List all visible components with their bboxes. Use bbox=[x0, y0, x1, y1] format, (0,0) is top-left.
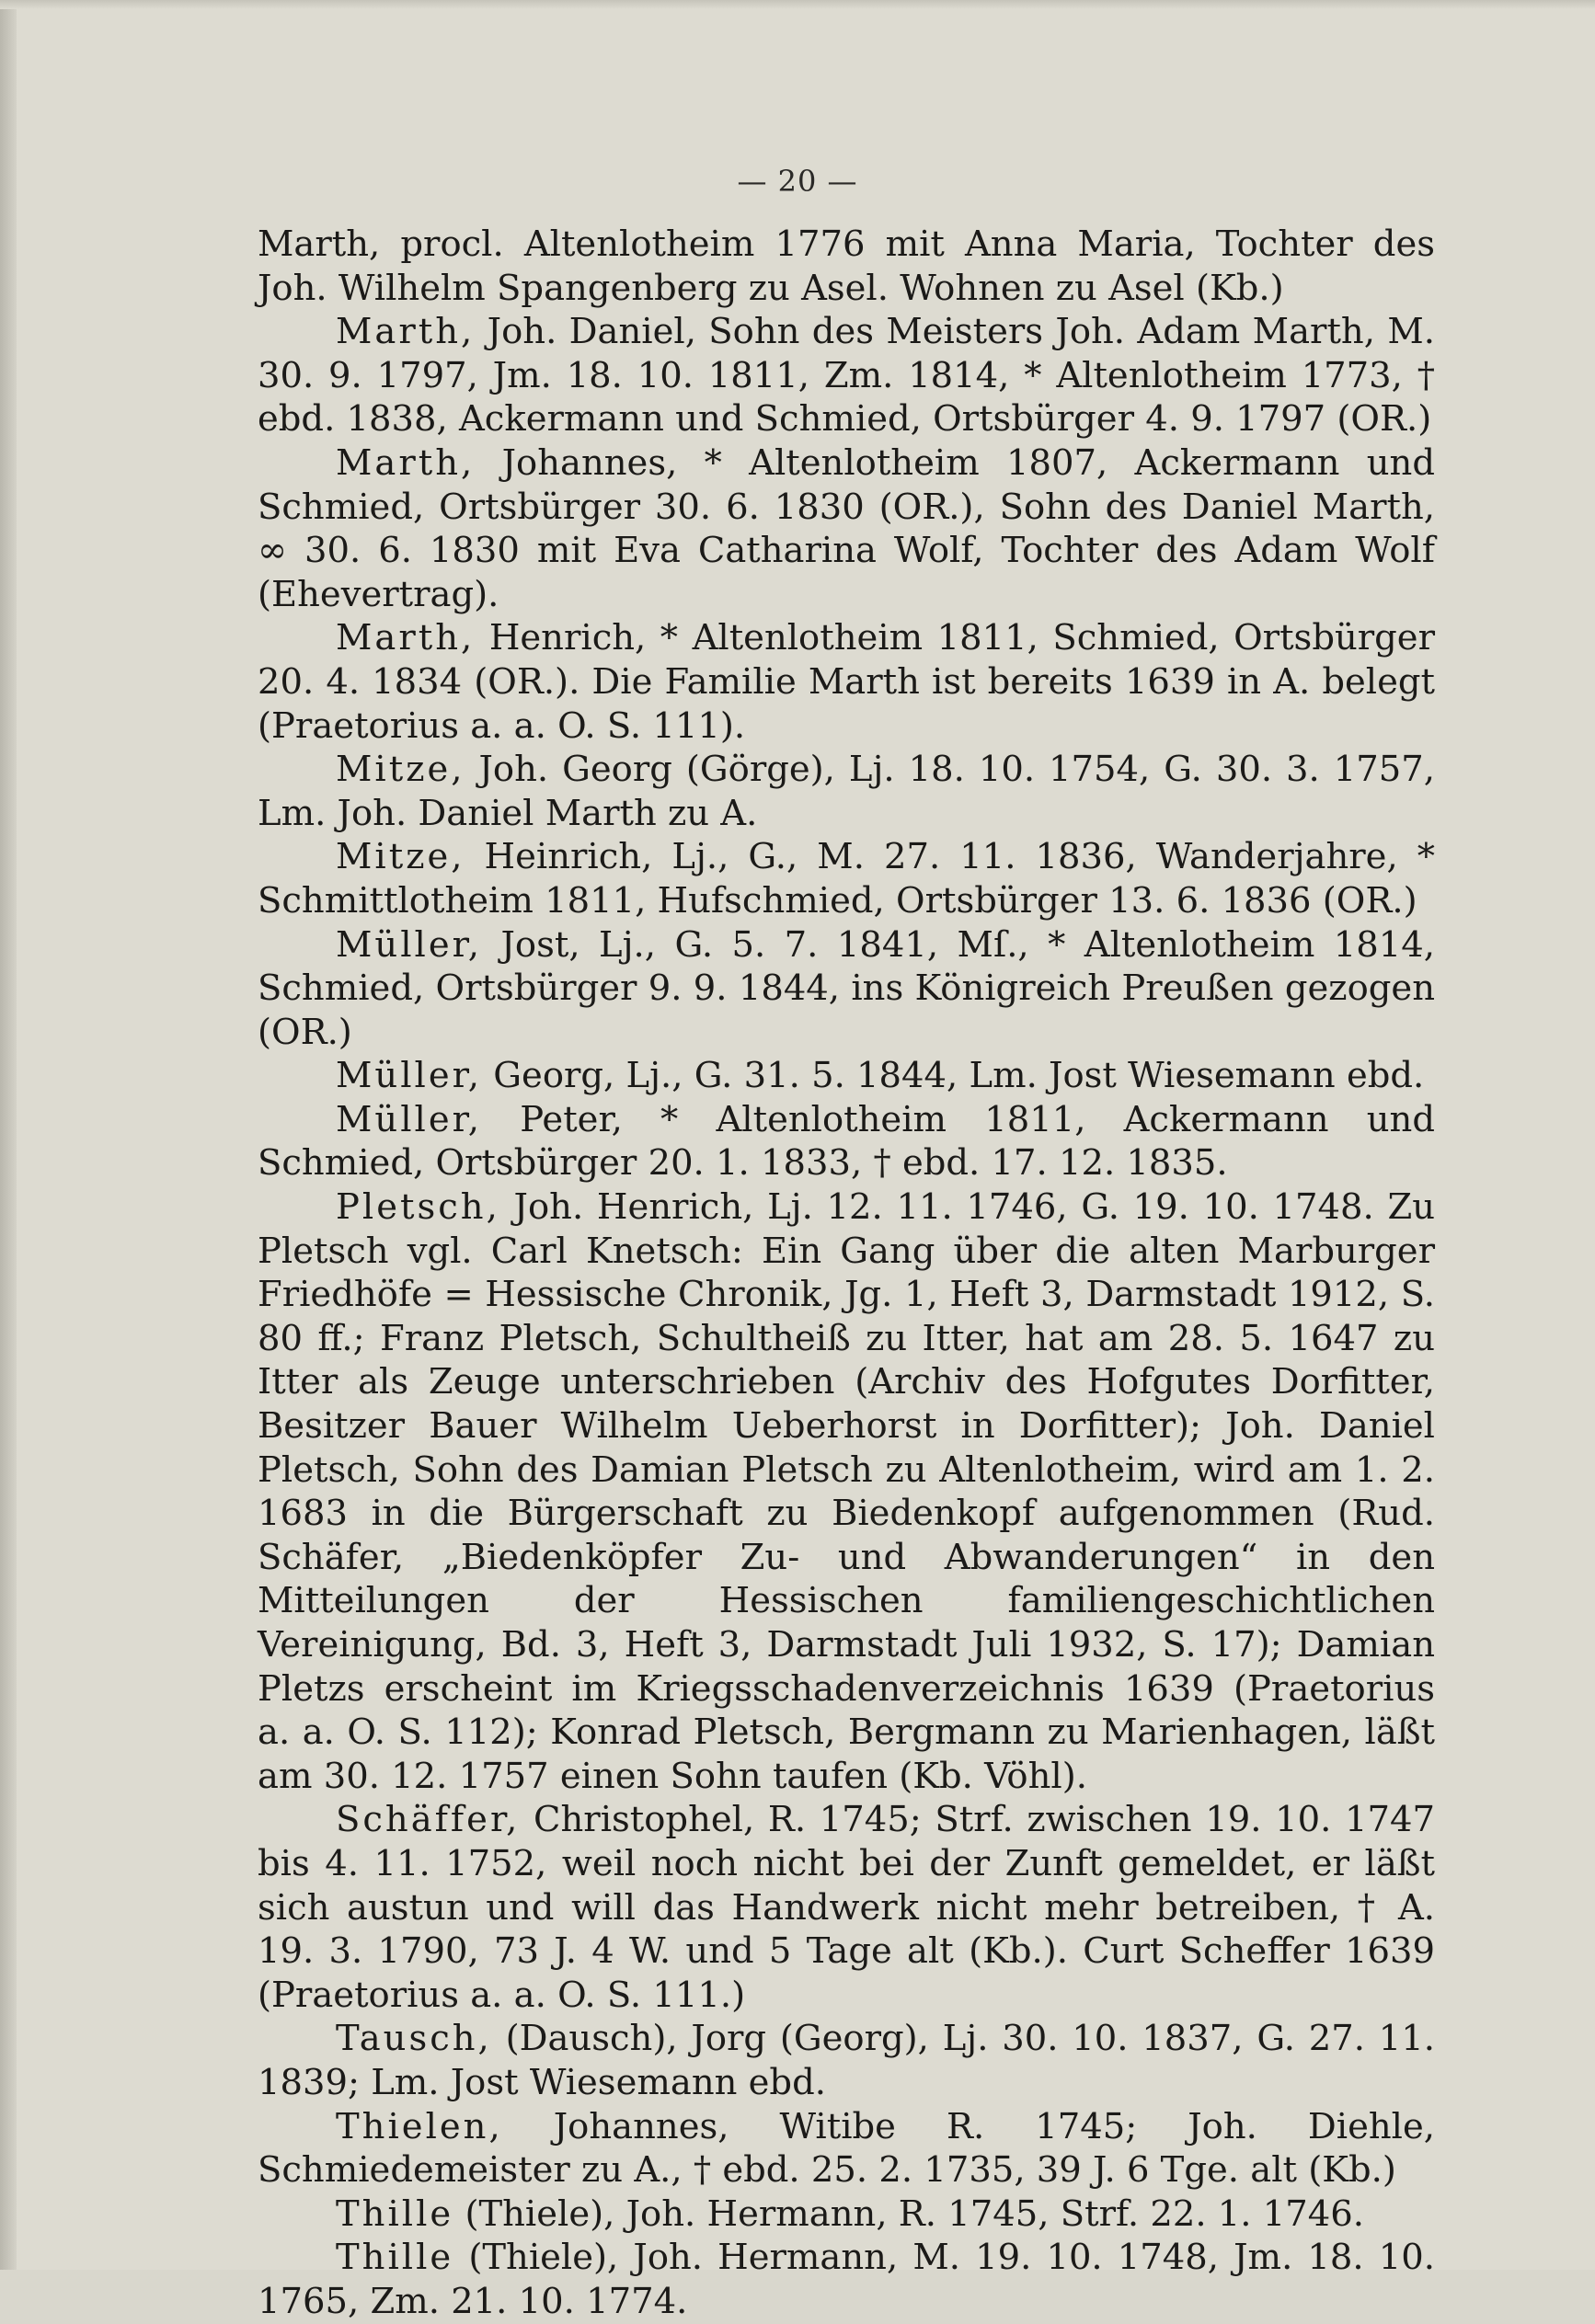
entry-mitze-heinrich bbox=[258, 835, 1435, 922]
entry-marth-johannes bbox=[258, 441, 1435, 616]
entry-text: Christophel, R. 1745; Strf. zwischen 19. 10. 1747 bis 4. 11. 1752, weil noch nicht bei der Zunft gemeldet, er läßt sich austun und will das Handwerk nicht mehr betreiben, † A. 19. 3. 1790, 73 J. 4 W. und 5 Tage alt (Kb.). Curt Scheffer 1639 (Praetorius a. a. O. S. 111.) bbox=[258, 1799, 1435, 2016]
entry-surname: Müller, bbox=[336, 1055, 483, 1097]
entry-text: (Thiele), Joh. Hermann, R. 1745, Strf. 22. 1. 1746. bbox=[453, 2192, 1364, 2235]
entry-text: Heinrich, Lj., G., M. 27. 11. 1836, Wanderjahre, * Schmittlotheim 1811, Hufschmied, Ortsbürger 13. 6. 1836 (OR.) bbox=[258, 836, 1435, 922]
entry-mitze-joh-georg bbox=[258, 748, 1435, 835]
entry-marth-henrich bbox=[258, 616, 1435, 748]
entry-surname: Müller, bbox=[336, 923, 483, 966]
entry-surname: Thielen, bbox=[336, 2105, 503, 2147]
intro-paragraph: Marth, procl. Altenlotheim 1776 mit Anna Maria, Tochter des Joh. Wilhelm Spangenberg zu Asel. Wohnen zu Asel (Kb.) bbox=[258, 223, 1435, 309]
entry-pletsch-joh-henrich bbox=[258, 1185, 1435, 1798]
entry-text: Joh. Daniel, Sohn des Meisters Joh. Adam Marth, M. 30. 9. 1797, Jm. 18. 10. 1811, Zm. 1814, * Altenlotheim 1773, † ebd. 1838, Ackermann und Schmied, Ortsbürger 4. 9. 1797 (OR.) bbox=[258, 311, 1435, 441]
page-top-edge bbox=[0, 0, 1595, 9]
entry-mueller-georg bbox=[258, 1054, 1435, 1098]
entry-text: Jost, Lj., G. 5. 7. 1841, Mſ., * Altenlotheim 1814, Schmied, Ortsbürger 9. 9. 1844, ins Königreich Preußen gezogen (OR.) bbox=[258, 923, 1435, 1053]
entry-surname: Mitze, bbox=[336, 749, 465, 791]
entry-tausch-jorg bbox=[258, 2017, 1435, 2104]
entry-mueller-peter bbox=[258, 1098, 1435, 1185]
entry-surname: Thille bbox=[336, 2237, 454, 2279]
entry-text: Johannes, Witibe R. 1745; Joh. Diehle, Schmiedemeister zu A., † ebd. 25. 2. 1735, 39 J. 6 Tge. alt (Kb.) bbox=[258, 2105, 1435, 2192]
entry-text: Henrich, * Altenlotheim 1811, Schmied, Ortsbürger 20. 4. 1834 (OR.). Die Familie Marth ist bereits 1639 in A. belegt (Praetorius a. a. O. S. 111). bbox=[258, 617, 1435, 747]
entry-surname: Tausch, bbox=[336, 2018, 492, 2060]
entry-surname: Müller, bbox=[336, 1098, 483, 1140]
entry-schaeffer-christophel bbox=[258, 1798, 1435, 2017]
page-number: — 20 — bbox=[737, 164, 858, 199]
entry-surname: Marth, bbox=[336, 617, 476, 659]
entry-text: Joh. Henrich, Lj. 12. 11. 1746, G. 19. 10. 1748. Zu Pletsch vgl. Carl Knetsch: Ein Gang über die alten Marburger Friedhöfe = Hessische Chronik, Jg. 1, Heft 3, Darmstadt 1912, S. 80 ff.; Franz Pletsch, Schultheiß zu Itter, hat am 28. 5. 1647 zu Itter als Zeuge unterschrieben (Archiv des Hofgutes Dorfitter, Besitzer Bauer Wilhelm Ueberhorst in Dorfitter); Joh. Daniel Pletsch, Sohn des Damian Pletsch zu Altenlotheim, wird am 1. 2. 1683 in die Bürgerschaft zu Biedenkopf aufgenommen (Rud. Schäfer, „Biedenköpfer Zu- und Abwanderungen“ in den Mitteilungen der Hessischen familiengeschichtlichen Vereinigung, Bd. 3, Heft 3, Darmstadt Juli 1932, S. 17); Damian Pletzs erscheint im Kriegsschadenverzeichnis 1639 (Praetorius a. a. O. S. 112); Konrad Pletsch, Bergmann zu Marienhagen, läßt am 30. 12. 1757 einen Sohn taufen (Kb. Vöhl). bbox=[258, 1186, 1435, 1797]
entry-text: Georg, Lj., G. 31. 5. 1844, Lm. Jost Wiesemann ebd. bbox=[482, 1055, 1425, 1097]
entry-thielen-johannes bbox=[258, 2105, 1435, 2192]
entry-surname: Marth, bbox=[336, 441, 476, 484]
entry-thille-1748 bbox=[258, 2236, 1435, 2323]
entry-thille-1745 bbox=[258, 2192, 1435, 2237]
entry-surname: Mitze, bbox=[336, 836, 465, 878]
entry-surname: Thille bbox=[336, 2192, 454, 2235]
entry-text: Joh. Georg (Görge), Lj. 18. 10. 1754, G. 30. 3. 1757, Lm. Joh. Daniel Marth zu A. bbox=[258, 749, 1435, 834]
main-text bbox=[258, 223, 1435, 2324]
entry-surname: Marth, bbox=[336, 311, 476, 353]
entry-surname: Schäffer, bbox=[336, 1799, 521, 1841]
page-left-edge bbox=[0, 0, 17, 2270]
entry-text: Peter, * Altenlotheim 1811, Ackermann und Schmied, Ortsbürger 20. 1. 1833, † ebd. 17. 12. 1835. bbox=[258, 1098, 1435, 1185]
entry-surname: Pletsch, bbox=[336, 1186, 500, 1229]
entry-text: Johannes, * Altenlotheim 1807, Ackermann und Schmied, Ortsbürger 30. 6. 1830 (OR.), Sohn des Daniel Marth, ∞ 30. 6. 1830 mit Eva Catharina Wolf, Tochter des Adam Wolf (Ehevertrag). bbox=[258, 441, 1435, 615]
entry-mueller-jost bbox=[258, 923, 1435, 1055]
entry-text: (Dausch), Jorg (Georg), Lj. 30. 10. 1837, G. 27. 11. 1839; Lm. Jost Wiesemann ebd. bbox=[258, 2018, 1435, 2103]
entry-text: (Thiele), Joh. Hermann, M. 19. 10. 1748, Jm. 18. 10. 1765, Zm. 21. 10. 1774. bbox=[258, 2237, 1435, 2322]
entry-marth-joh-daniel bbox=[258, 310, 1435, 441]
